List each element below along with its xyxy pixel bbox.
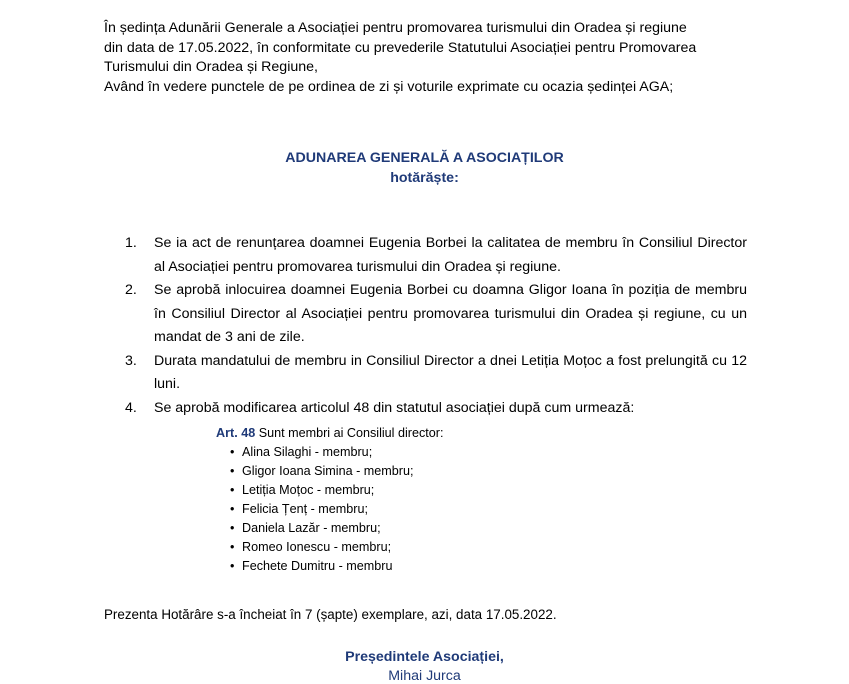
assembly-heading: ADUNAREA GENERALĂ A ASOCIAȚILOR <box>285 150 564 166</box>
intro-line: Turismului din Oradea și Regiune, <box>104 59 318 75</box>
signature-name: Mihai Jurca <box>388 668 461 684</box>
decision-item <box>125 232 747 279</box>
intro-paragraph <box>104 19 764 97</box>
closing-statement: Prezenta Hotărâre s-a încheiat în 7 (șapte) exemplare, azi, data 17.05.2022. <box>104 607 557 622</box>
decision-text: Se ia act de renunțarea doamnei Eugenia Borbei la calitatea de membru în Consiliul Director al Asociației pentru promovarea turismului din Oradea și regiune. <box>154 235 747 275</box>
bullet-icon: • <box>230 502 235 516</box>
decides-heading: hotărăște: <box>390 170 459 186</box>
member-name: Letiția Moțoc - membru; <box>242 483 375 497</box>
decision-item <box>125 279 747 350</box>
decision-number: 4. <box>125 399 137 416</box>
decision-text: Se aprobă modificarea articolul 48 din statutul asociației după cum urmează: <box>154 399 635 416</box>
member-item <box>216 481 616 500</box>
decision-number: 1. <box>125 235 137 251</box>
member-name: Fechete Dumitru - membru <box>242 559 393 573</box>
article-heading <box>216 424 616 443</box>
member-name: Alina Silaghi - membru; <box>242 445 373 459</box>
article-text: Sunt membri ai Consiliul director: <box>255 426 444 440</box>
bullet-icon: • <box>230 464 235 478</box>
decision-item <box>125 350 747 397</box>
members-list <box>216 443 616 576</box>
member-item <box>216 443 616 462</box>
intro-line: În ședința Adunării Generale a Asociației pentru promovarea turismului din Oradea și regiune <box>104 20 687 36</box>
article-label: Art. 48 <box>216 426 256 440</box>
bullet-icon: • <box>230 445 235 459</box>
member-name: Felicia Țenț - membru; <box>242 502 368 516</box>
intro-line: Având în vedere punctele de pe ordinea de zi și voturile exprimate cu ocazia ședinței AGA; <box>104 78 674 95</box>
bullet-icon: • <box>230 483 235 497</box>
member-item <box>216 538 616 557</box>
member-name: Daniela Lazăr - membru; <box>242 521 381 535</box>
signature-title: Președintele Asociației, <box>345 649 504 665</box>
decision-number: 3. <box>125 352 137 369</box>
decisions-list <box>125 232 747 420</box>
decision-text: Se aprobă inlocuirea doamnei Eugenia Borbei cu doamna Gligor Ioana în poziția de membru în Consiliul Director al Asociației pentru promovarea turismului din Oradea și regiune, cu un mandat de 3 ani de zile. <box>154 282 747 345</box>
article-48 <box>216 424 616 576</box>
bullet-icon: • <box>230 521 235 535</box>
bullet-icon: • <box>230 559 235 573</box>
decision-number: 2. <box>125 282 137 298</box>
member-item <box>216 462 616 481</box>
intro-line: din data de 17.05.2022, în conformitate cu prevederile Statutului Asociației pentru Promovarea <box>104 39 697 56</box>
member-name: Romeo Ionescu - membru; <box>242 540 392 554</box>
member-item <box>216 557 616 576</box>
decision-text: Durata mandatului de membru in Consiliul Director a dnei Letiția Moțoc a fost prelungită cu 12 luni. <box>154 352 747 392</box>
decision-item <box>125 397 747 421</box>
member-item <box>216 500 616 519</box>
member-item <box>216 519 616 538</box>
bullet-icon: • <box>230 540 235 554</box>
member-name: Gligor Ioana Simina - membru; <box>242 464 414 478</box>
